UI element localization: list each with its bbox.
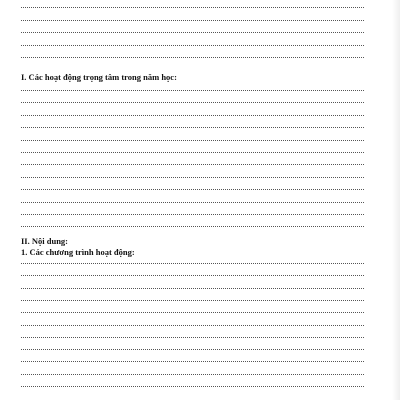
dotted-line (21, 325, 364, 326)
dotted-line (21, 226, 364, 227)
dotted-line (21, 45, 364, 46)
dotted-line (21, 202, 364, 203)
dotted-line (21, 361, 364, 362)
dotted-line (21, 263, 364, 264)
dotted-line (21, 140, 364, 141)
subsection-heading-activity-programs: 1. Các chương trình hoạt động: (21, 247, 135, 257)
dotted-line (21, 288, 364, 289)
dotted-line (21, 32, 364, 33)
dotted-line (21, 214, 364, 215)
dotted-line (21, 386, 364, 387)
dotted-line (21, 20, 364, 21)
dotted-line (21, 349, 364, 350)
dotted-line (21, 152, 364, 153)
dotted-line (21, 90, 364, 91)
dotted-line (21, 115, 364, 116)
dotted-line (21, 374, 364, 375)
section-heading-key-activities: I. Các hoạt động trọng tâm trong năm học: (21, 72, 177, 82)
dotted-line (21, 7, 364, 8)
dotted-line (21, 127, 364, 128)
dotted-line (21, 337, 364, 338)
dotted-line (21, 177, 364, 178)
dotted-line (21, 164, 364, 165)
dotted-line (21, 312, 364, 313)
section-heading-content: II. Nội dung: (21, 236, 69, 246)
dotted-line (21, 57, 364, 58)
dotted-line (21, 300, 364, 301)
dotted-line (21, 189, 364, 190)
dotted-line (21, 275, 364, 276)
page-edge-shadow (392, 0, 400, 400)
dotted-line (21, 102, 364, 103)
